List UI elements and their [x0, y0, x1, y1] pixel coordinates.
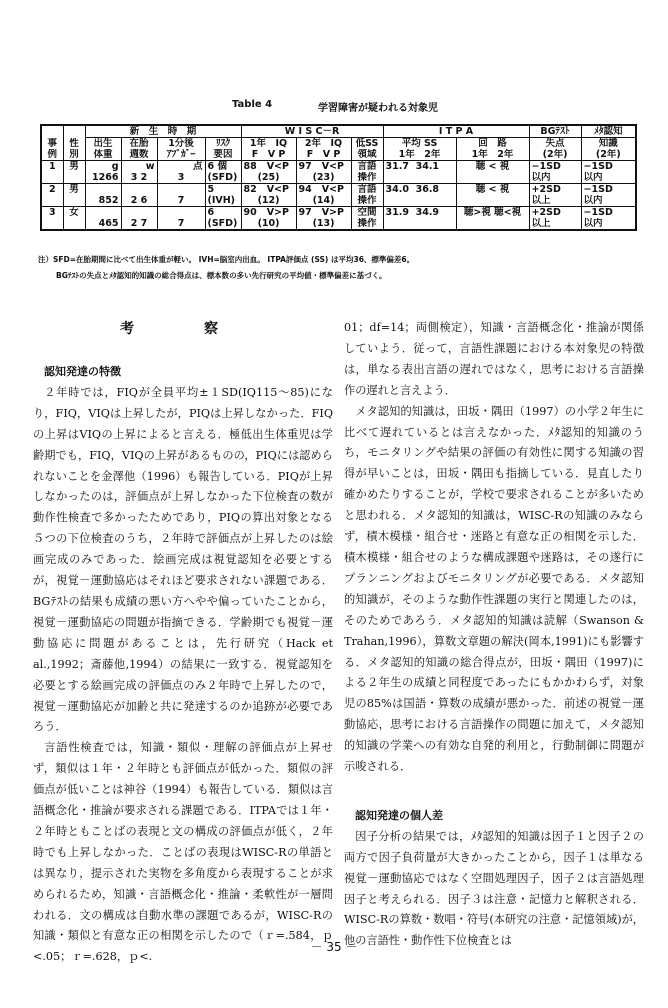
case-cell: 3 — [41, 207, 63, 219]
mean-ss-cell: 34.0 36.8 — [383, 184, 456, 196]
table-row — [41, 207, 636, 219]
circuit-cell: 聴 < 視 — [456, 184, 529, 196]
bg-cell-2: 以上 — [529, 195, 581, 207]
sex-cell: 女 — [63, 207, 85, 219]
circuit-cell: 聴 < 視 — [456, 161, 529, 173]
circuit-cell: 聴>視 聴<視 — [456, 207, 529, 219]
iq2-diff: (14) — [296, 195, 351, 207]
bg-cell-2: 以上 — [529, 218, 581, 230]
mean-ss-cell: 31.7 34.1 — [383, 161, 456, 173]
iq2-diff: (23) — [296, 172, 351, 184]
unit-gestation: w — [121, 161, 157, 173]
meta-cell-2: 以内 — [581, 195, 636, 207]
gestation-cell: 2 6 — [121, 195, 157, 207]
meta-cell-2: 以内 — [581, 172, 636, 184]
paragraph: メタ認知的知識は，田坂・隅田（1997）の小学２年生に比べて遅れているとは言えなかった．ﾒﾀ認知的知識のうち，モニタリングや結果の評価の有効性に関する知識の習得が早いことは，田坂・隅田も指摘している．見直したり確かめたりすることが，学校で要求されることが多いためと思われる．メタ認知的知識は，WISC-Rの知識のみならず，積木模様・組合せ・迷路と有意な正の相関を示した．積木模様・組合せのような構成課題や迷路は，その遂行にプランニングおよびモニタリングが必要である．メタ認知的知識が，そのような動作性課題の実行と関連したのは，そのためであろう．メタ認知的知識は読解（Swanson & Trahan,1996），算数文章題の解決(岡本,1991)にも影響する．メタ認知的知識の総合得点が，田坂・隅田（1997)による２年生の成績と同程度であったにもかかわらず，対象児の85%は国語・算数の成績が悪かった．前述の視覚－運動協応，思考における言語操作の問題に加えて，メタ認知的知識の学業への有効な自発的利用と，行動制御に問題が示唆される． — [344, 404, 644, 774]
risk-cause: (IVH) — [205, 195, 241, 207]
table-row — [41, 161, 636, 173]
iq1-diff: (12) — [241, 195, 296, 207]
unit-weight — [85, 184, 121, 196]
apgar-cell: 7 — [157, 195, 205, 207]
iq2-cell: 94 V<P — [296, 184, 351, 196]
iq1-cell: 90 V>P — [241, 207, 296, 219]
table-row — [41, 195, 636, 207]
meta-cell: −1SD — [581, 207, 636, 219]
header-wisc: W I S C－R — [241, 125, 383, 138]
bg-cell: −1SD — [529, 161, 581, 173]
meta-cell: −1SD — [581, 161, 636, 173]
mean-ss-cell: 31.9 34.9 — [383, 207, 456, 219]
unit-apgar — [157, 184, 205, 196]
bg-cell: +2SD — [529, 207, 581, 219]
weight-cell: 465 — [85, 218, 121, 230]
paragraph: 言語性検査では，知識・類似・理解の評価点が上昇せず，類似は１年・２年時とも評価点が低かった．類似の評価点が低いことは神谷（1994）も報告している．類似は言語概念化・推論が要求される課題である．ITPAでは１年・２年時ともことばの表現と文の構成の評価点が低く，２年時でも上昇しなかった．ことばの表現はWISC-Rの単語とは異なり，提示された実物を多角度から表現することが求められるため，知識・言語概念化・推論・柔軟性が一層問われる．文の構成は自動水準の課題であるが，WISC-Rの知識・類似と有意な正の相関を示したので（ｒ=.584，ｐ<.05；ｒ=.628，ｐ<. — [33, 741, 333, 964]
unit-weight: g — [85, 161, 121, 173]
right-column — [344, 318, 644, 952]
iq1-diff: (10) — [241, 218, 296, 230]
low-ss-cell-2: 操作 — [351, 172, 383, 184]
iq1-diff: (25) — [241, 172, 296, 184]
paragraph: ２年時では，FIQが全員平均±１SD(IQ115〜85)になり，FIQ，VIQは上昇したが，PIQは上昇しなかった．FIQの上昇はVIQの上昇によると言える．極低出生体重児は学齢期でも，FIQ，VIQの上昇があるものの，PIQには認められないことを金澤他（1996）も報告している．PIQが上昇しなかったのは，評価点が上昇しなかった下位検査の数が動作性検査で多かったためであり，PIQの算出対象となる５つの下位検査のうち，２年時で評価点が上昇したのは絵画完成のみであった．絵画完成は視覚認知を必要とするが，視覚－運動協応はそれほど要求されない課題である．BGﾃｽﾄの結果も成績の悪い方へやや偏っていたことから，視覚－運動協応の問題が指摘できる．学齢期でも視覚－運動協応に問題があることは，先行研究（Hack et al.,1992；斎藤他,1994）の結果に一致する．視覚認知を必要とする絵画完成の評価点のみ２年時で上昇したので，視覚－運動協応が加齢と共に発達するのか追跡が必要であろう． — [33, 385, 333, 734]
table-row — [41, 172, 636, 184]
risk-count: 6 — [205, 207, 241, 219]
page-number: － 35 － — [310, 940, 358, 954]
left-column — [33, 318, 333, 968]
paragraph: 因子分析の結果では，ﾒﾀ認知的知識は因子１と因子２の両方で因子負荷量が大きかったことから，因子１は単なる視覚－運動協応ではなく空間処理因子，因子２は言語処理因子と考えられる．因子３は注意・記憶力と解釈される．WISC-Rの算数・数唱・符号(本研究の注意・記憶領域)が，他の言語性・動作性下位検査とは — [344, 829, 644, 948]
risk-count: 5 — [205, 184, 241, 196]
header-bg: BGﾃｽﾄ — [529, 125, 581, 138]
sex-cell: 男 — [63, 184, 85, 196]
bg-cell-2: 以内 — [529, 172, 581, 184]
header-neonatal: 新 生 時 期 — [85, 125, 241, 138]
risk-count: 6 個 — [205, 161, 241, 173]
iq1-cell: 82 V<P — [241, 184, 296, 196]
weight-cell: 852 — [85, 195, 121, 207]
section-title: 考 察 — [120, 321, 246, 337]
meta-cell-2: 以内 — [581, 218, 636, 230]
iq2-diff: (13) — [296, 218, 351, 230]
bg-cell: +2SD — [529, 184, 581, 196]
low-ss-cell: 言語 — [351, 161, 383, 173]
table-label: Table 4 — [232, 99, 273, 110]
iq2-cell: 97 V<P — [296, 161, 351, 173]
table-row — [41, 184, 636, 196]
low-ss-cell-2: 操作 — [351, 218, 383, 230]
table-note-2: BGﾃｽﾄの失点とﾒﾀ認知的知識の総合得点は、標本数の多い先行研究の平均値・標準偏差に基づく。 — [56, 271, 387, 280]
low-ss-cell: 空間 — [351, 207, 383, 219]
header-itpa: I T P A — [383, 125, 529, 138]
risk-cause: (SFD) — [205, 172, 241, 184]
column-header-row-2: 例 別 体重 週数 ｱﾌﾟｶﾞｰ 要因 F V P F V P 領域 1年 2年 1年 2年 (2年) (2年) — [41, 149, 636, 161]
unit-apgar: 点 — [157, 161, 205, 173]
paragraph: 01；df=14；両側検定），知識・言語概念化・推論が関係していよう．従って，言語性課題における本対象児の特徴は，単なる表出言語の遅れではなく，思考における言語操作の遅れと言えよう． — [344, 321, 644, 397]
group-header-row — [41, 125, 636, 138]
low-ss-cell: 言語 — [351, 184, 383, 196]
table-title: 学習障害が疑われる対象児 — [318, 103, 438, 114]
sex-cell: 男 — [63, 161, 85, 173]
heading-cognitive-features: 認知発達の特徴 — [44, 365, 121, 378]
iq1-cell: 88 V<P — [241, 161, 296, 173]
column-header-row-1: 事 性 出生 在胎 1分後 ﾘｽｸ 1年 IQ 2年 IQ 低SS 平均 SS 回 路 失点 知識 — [41, 138, 636, 150]
table-row — [41, 218, 636, 230]
unit-weight — [85, 207, 121, 219]
header-meta: ﾒﾀ認知 — [581, 125, 636, 138]
risk-cause: (SFD) — [205, 218, 241, 230]
gestation-cell: 2 7 — [121, 218, 157, 230]
iq2-cell: 97 V>P — [296, 207, 351, 219]
heading-individual-differences: 認知発達の個人差 — [355, 808, 443, 822]
unit-apgar — [157, 207, 205, 219]
meta-cell: −1SD — [581, 184, 636, 196]
data-table — [40, 124, 637, 231]
gestation-cell: 3 2 — [121, 172, 157, 184]
case-cell: 1 — [41, 161, 63, 173]
unit-gestation — [121, 184, 157, 196]
apgar-cell: 7 — [157, 218, 205, 230]
apgar-cell: 3 — [157, 172, 205, 184]
weight-cell: 1266 — [85, 172, 121, 184]
low-ss-cell-2: 操作 — [351, 195, 383, 207]
case-cell: 2 — [41, 184, 63, 196]
unit-gestation — [121, 207, 157, 219]
table-note-1: 注）SFD=在胎期間に比べて出生体重が軽い。 IVH=脳室内出血。 ITPA評価点 (SS) は平均36、標準偏差6。 — [38, 255, 415, 264]
